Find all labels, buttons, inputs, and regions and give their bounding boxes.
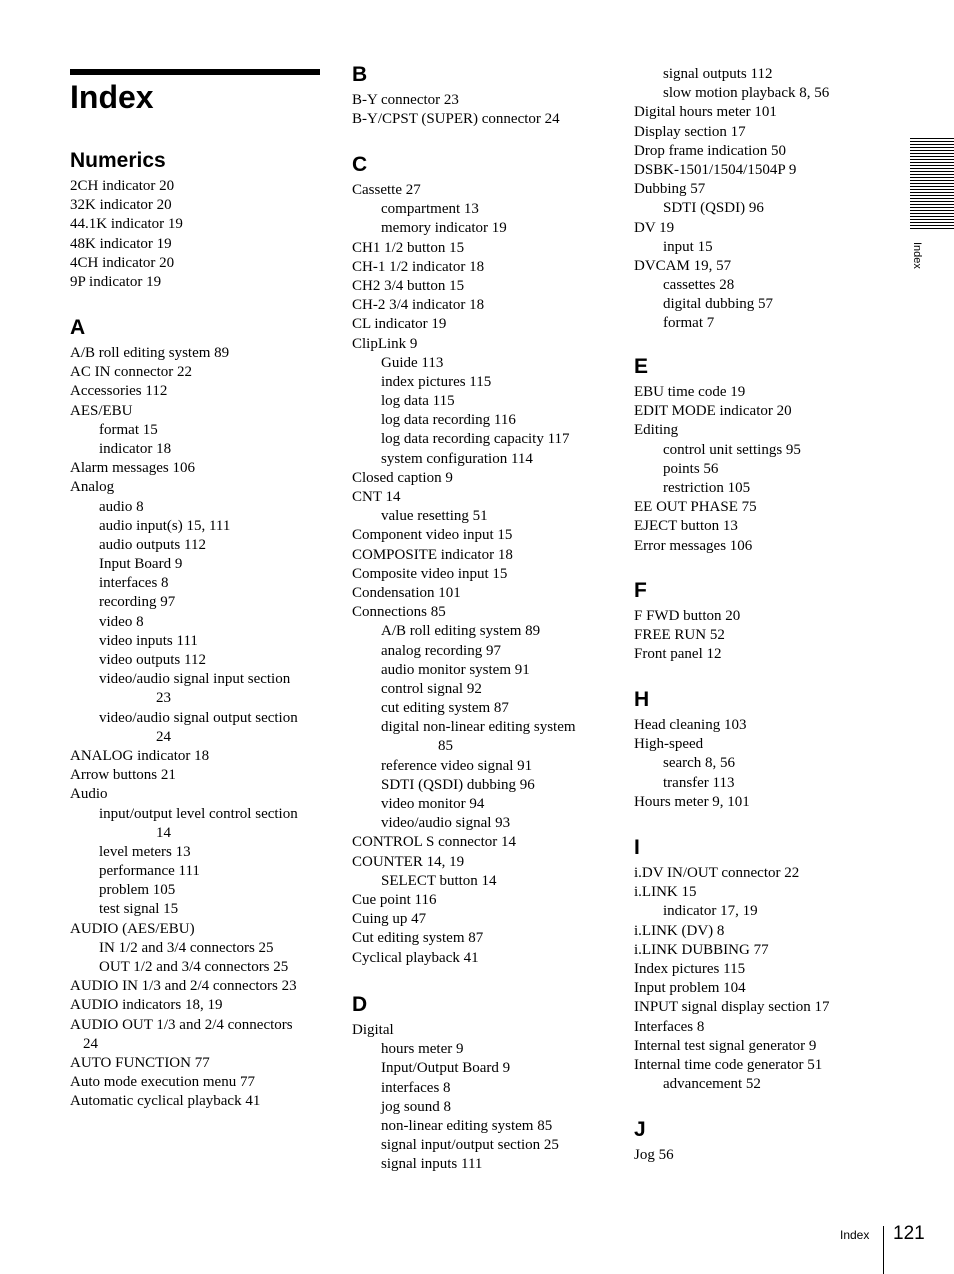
section-heading: I [634,836,640,859]
index-subentry: video/audio signal 93 [381,815,511,832]
index-entry: A/B roll editing system 89 [70,345,230,361]
index-subentry: video 8 [99,613,144,630]
index-subentry: cut editing system 87 [381,700,509,717]
index-entry: Internal time code generator 51 [634,1056,823,1073]
index-subentry: video/audio signal input section [99,671,291,688]
index-subentry: log data recording capacity 117 [381,431,570,448]
index-entry: ANALOG indicator 18 [70,747,210,764]
index-subentry: system configuration 114 [381,450,533,467]
index-entry: Head cleaning 103 [634,717,747,733]
index-entry: B-Y connector 23 [352,92,459,108]
index-subentry: digital non-linear editing system [381,719,576,736]
index-entry: Input problem 104 [634,980,746,997]
index-subentry: compartment 13 [381,201,479,218]
index-subentry: video inputs 111 [99,632,198,649]
index-entry: 9P indicator 19 [70,273,162,290]
section-heading: J [634,1118,646,1141]
index-entry: Connections 85 [352,604,446,621]
index-entry: AUDIO OUT 1/3 and 2/4 connectors [70,1016,293,1033]
index-entry: EBU time code 19 [634,384,746,400]
index-entry: 44.1K indicator 19 [70,216,183,233]
index-entry: CL indicator 19 [352,316,447,333]
index-entry: Cyclical playback 41 [352,949,479,966]
index-subentry: search 8, 56 [663,755,736,772]
index-section [634,65,894,334]
index-entry: 32K indicator 20 [70,197,172,214]
index-subentry: SELECT button 14 [381,872,497,889]
index-subentry: test signal 15 [99,901,179,918]
index-subentry: index pictures 115 [381,373,492,390]
index-subentry: format 7 [663,315,715,332]
index-subentry: video monitor 94 [381,796,485,812]
side-tab-label: Index [911,242,923,269]
index-entry: Condensation 101 [352,584,461,601]
index-entry: INPUT signal display section 17 [634,999,830,1016]
index-entry: 4CH indicator 20 [70,254,175,271]
index-entry: Index pictures 115 [634,960,746,977]
index-subentry: audio outputs 112 [99,536,206,553]
index-subentry: recording 97 [99,594,176,611]
index-entry: DSBK-1501/1504/1504P 9 [634,161,797,178]
index-subentry: points 56 [663,460,719,477]
side-tab-lines [910,138,954,230]
index-entry: B-Y/CPST (SUPER) connector 24 [352,111,560,128]
index-entry: CH1 1/2 button 15 [352,239,465,256]
index-subentry: level meters 13 [99,843,191,860]
index-section [634,1118,894,1165]
index-subentry: cassettes 28 [663,277,735,294]
index-entry: CH-1 1/2 indicator 18 [352,258,485,275]
index-entry: Dubbing 57 [634,181,706,198]
index-entry: Jog 56 [634,1147,674,1163]
page-number: 121 [893,1223,925,1244]
section-heading: C [352,153,368,176]
footer-section-label: Index [840,1228,870,1242]
index-entry: AC IN connector 22 [70,364,193,381]
index-section [70,149,330,292]
index-entry: Audio [70,786,108,803]
index-entry: Digital hours meter 101 [634,104,777,121]
index-subentry: signal input/output section 25 [381,1137,559,1154]
index-subentry: reference video signal 91 [381,757,533,774]
index-entry: CONTROL S connector 14 [352,834,517,851]
index-entry: Auto mode execution menu 77 [70,1074,255,1091]
title-rule [70,69,320,75]
index-entry: DV 19 [634,219,675,236]
section-heading: D [352,993,368,1016]
index-subentry: memory indicator 19 [381,220,507,237]
index-entry: i.LINK (DV) 8 [634,922,725,939]
section-heading: F [634,579,647,602]
index-section [352,153,612,968]
index-entry: Interfaces 8 [634,1018,705,1035]
index-entry: CH-2 3/4 indicator 18 [352,297,485,314]
index-entry: AES/EBU [70,402,133,419]
index-entry: Analog [70,479,115,496]
index-entry: Accessories 112 [70,383,168,400]
index-subentry: format 15 [99,421,158,438]
index-subentry: IN 1/2 and 3/4 connectors 25 [99,939,274,956]
index-entry: Error messages 106 [634,537,753,554]
index-subentry: digital dubbing 57 [663,296,773,313]
index-entry: i.LINK DUBBING 77 [634,941,769,958]
index-subentry: indicator 17, 19 [663,903,758,920]
index-entry: Automatic cyclical playback 41 [70,1093,261,1110]
index-subentry: transfer 113 [663,774,735,791]
index-entry: i.DV IN/OUT connector 22 [634,865,800,881]
index-subentry: OUT 1/2 and 3/4 connectors 25 [99,959,289,975]
index-section [634,579,894,665]
index-entry: Front panel 12 [634,646,722,663]
index-subentry: control signal 92 [381,680,482,697]
index-entry: COUNTER 14, 19 [352,853,465,870]
index-subentry: non-linear editing system 85 [381,1117,553,1134]
index-subentry: input/output level control section [99,805,298,822]
index-section [352,993,612,1175]
index-subentry: log data 115 [381,393,455,410]
index-entry: Digital [352,1022,394,1038]
index-subentry: interfaces 8 [381,1079,451,1096]
index-entry: Arrow buttons 21 [70,767,176,784]
section-heading: H [634,688,650,711]
index-entry: Component video input 15 [352,527,513,544]
index-subentry: value resetting 51 [381,508,488,525]
index-subentry: input 15 [663,238,713,255]
index-subentry: video/audio signal output section [99,709,298,726]
page-title: Index [70,79,154,115]
index-entry: AUDIO indicators 18, 19 [70,997,223,1014]
index-entry: Cue point 116 [352,891,437,908]
index-subentry: SDTI (QSDI) 96 [663,200,764,217]
index-subentry: audio monitor system 91 [381,661,530,678]
index-subentry: restriction 105 [663,479,751,496]
index-entry: Composite video input 15 [352,565,508,582]
index-entry: Cut editing system 87 [352,930,484,947]
index-subentry: slow motion playback 8, 56 [663,85,830,102]
index-entry: i.LINK 15 [634,884,697,901]
index-subentry: hours meter 9 [381,1041,464,1058]
section-heading: A [70,316,86,339]
index-entry: Closed caption 9 [352,469,453,486]
index-entry: High-speed [634,736,704,753]
index-entry: 2CH indicator 20 [70,178,175,194]
index-entry: Internal test signal generator 9 [634,1037,817,1054]
index-entry: Alarm messages 106 [70,460,195,477]
index-entry: COMPOSITE indicator 18 [352,546,513,563]
index-subentry: control unit settings 95 [663,441,801,458]
section-heading: Numerics [70,149,166,172]
index-entry: Display section 17 [634,123,746,140]
index-subentry: indicator 18 [99,440,172,457]
index-entry: F FWD button 20 [634,608,741,624]
index-entry: AUDIO (AES/EBU) [70,920,195,937]
index-subentry: analog recording 97 [381,642,501,659]
index-subentry: interfaces 8 [99,575,169,592]
index-entry: Cassette 27 [352,182,421,198]
section-heading: E [634,355,649,378]
index-entry: EE OUT PHASE 75 [634,499,757,516]
index-subentry: Input Board 9 [99,556,183,573]
index-entry: EDIT MODE indicator 20 [634,403,792,420]
index-subentry: signal inputs 111 [381,1156,483,1173]
index-entry: Editing [634,422,679,439]
index-subentry: 24 [83,1035,98,1052]
index-subentry: advancement 52 [663,1076,761,1093]
index-entry: EJECT button 13 [634,518,738,535]
index-entry: Drop frame indication 50 [634,142,787,159]
index-entry: AUTO FUNCTION 77 [70,1054,210,1071]
index-subentry: SDTI (QSDI) dubbing 96 [381,776,535,793]
index-subentry: 85 [438,738,453,755]
index-subentry: jog sound 8 [381,1098,452,1115]
index-entry: ClipLink 9 [352,335,418,352]
index-subentry: signal outputs 112 [663,66,773,82]
index-subentry: Guide 113 [381,354,444,371]
index-entry: AUDIO IN 1/3 and 2/4 connectors 23 [70,978,297,995]
index-entry: CNT 14 [352,489,401,505]
index-section [634,836,894,1094]
index-entry: 48K indicator 19 [70,235,172,252]
index-subentry: audio input(s) 15, 111 [99,517,231,534]
index-subentry: log data recording 116 [381,412,516,429]
index-section [634,355,894,556]
index-subentry: performance 111 [99,863,200,880]
section-heading: B [352,63,368,86]
index-section [70,316,330,1112]
index-subentry: Input/Output Board 9 [381,1060,511,1077]
index-subentry: 14 [156,824,171,841]
index-entry: Cuing up 47 [352,911,427,928]
index-subentry: audio 8 [99,498,144,515]
index-entry: DVCAM 19, 57 [634,257,732,274]
index-section [352,63,612,129]
index-subentry: 23 [156,690,171,707]
index-entry: CH2 3/4 button 15 [352,277,465,294]
index-subentry: problem 105 [99,882,176,899]
index-subentry: 24 [156,728,171,745]
index-subentry: video outputs 112 [99,652,206,668]
index-entry: FREE RUN 52 [634,627,725,644]
footer-divider [883,1226,884,1274]
index-entry: Hours meter 9, 101 [634,793,750,810]
index-subentry: A/B roll editing system 89 [381,623,541,640]
index-section [634,688,894,812]
